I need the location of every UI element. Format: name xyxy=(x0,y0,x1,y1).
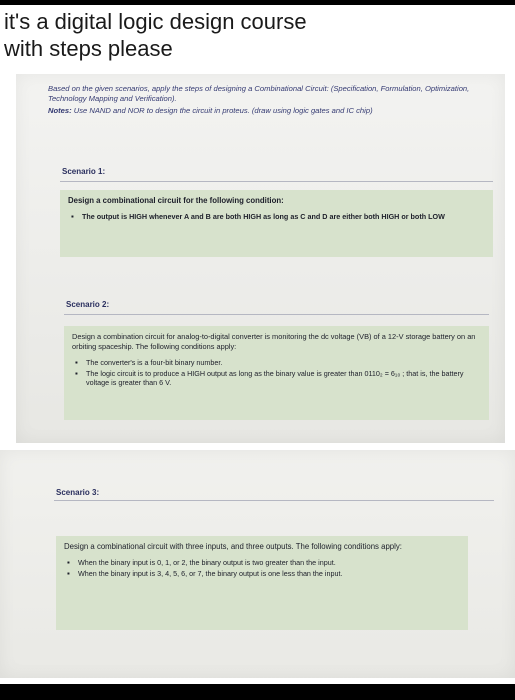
list-item: ▪ The converter's is a four-bit binary number. xyxy=(86,358,481,368)
scenario-2-box xyxy=(64,326,489,420)
notes-line xyxy=(48,106,488,116)
scenario-1-rule xyxy=(60,181,493,182)
scenario-3-text: Design a combinational circuit with three inputs, and three outputs. The following conditions apply: xyxy=(64,542,402,551)
scenario-1-bullets xyxy=(68,212,485,222)
scenario-3-bullets xyxy=(64,558,460,578)
list-item: ▪ The output is HIGH whenever A and B are both HIGH as long as C and D are either both HIGH or both LOW xyxy=(82,212,485,222)
heading-line-2: with steps please xyxy=(4,36,173,61)
list-item: ▪ The logic circuit is to produce a HIGH output as long as the binary value is greater than 0110₂ = 6₁₀ ; that is, the battery voltage is greater than 6 V. xyxy=(86,369,481,388)
heading-line-1: it's a digital logic design course xyxy=(4,9,307,34)
scenario-2-text: Design a combination circuit for analog-to-digital converter is monitoring the dc voltage (VB) of a 12-V storage battery on an orbiting spaceship. The following conditions apply: xyxy=(72,332,476,351)
question-heading xyxy=(4,8,509,62)
list-item: ▪ When the binary input is 0, 1, or 2, the binary output is two greater than the input. xyxy=(78,558,460,568)
notes-text: Use NAND and NOR to design the circuit in proteus. (draw using logic gates and IC chip) xyxy=(73,106,373,115)
notes-label: Notes: xyxy=(48,106,72,115)
scenario-1-box xyxy=(60,190,493,257)
scenario-2-bullets xyxy=(72,358,481,388)
bottom-bar xyxy=(0,684,515,700)
scenario-1-heading: Design a combinational circuit for the following condition: xyxy=(68,196,284,205)
scenario-3-box xyxy=(56,536,468,630)
scenario-3-title: Scenario 3: xyxy=(56,488,100,497)
list-item: ▪ When the binary input is 3, 4, 5, 6, or 7, the binary output is one less than the input. xyxy=(78,569,460,579)
scenario-3-rule xyxy=(54,500,494,501)
scenario-1-title: Scenario 1: xyxy=(62,167,106,176)
scenario-2-rule xyxy=(64,314,489,315)
instructions-text: Based on the given scenarios, apply the steps of designing a Combinational Circuit: (Specification, Formulation, Optimization, Technology Mapping and Verification). xyxy=(48,84,470,103)
scenario-2-title: Scenario 2: xyxy=(66,300,110,309)
top-bar xyxy=(0,0,515,5)
